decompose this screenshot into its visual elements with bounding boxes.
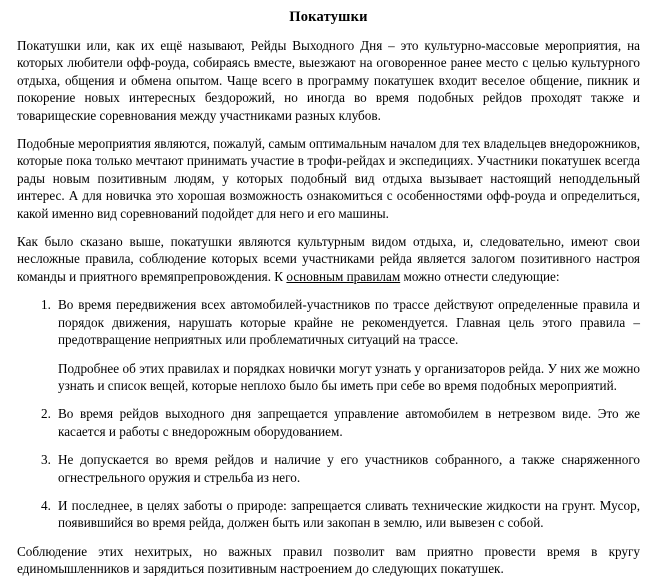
paragraph-rules-lead (17, 233, 640, 285)
list-item-text: И последнее, в целях заботы о природе: запрещается сливать технические жидкости на грунт. Мусор, появившийся во время рейда, должен быть или закопан в землю, или вывезен с собой. (58, 497, 640, 531)
list-item-text: Не допускается во время рейдов и наличие у его участников собранного, а также снаряженного огнестрельного оружия и стрельба из него. (58, 452, 640, 485)
paragraph-second: Подобные мероприятия являются, пожалуй, самым оптимальным началом для тех владельцев внедорожников, которые пока только мечтают принимать участие в трофи-рейдах и экспедициях. Участники покатушек всегда рады новым позитивным людям, у которых подобный вид отдыха вызывает настоящий неподдельный интерес. А для новичка это хорошая возможность ознакомиться с особенностями офф-роуда и определиться, какой именно вид соревнований подойдет для него и его машины. (17, 136, 640, 221)
list-item-marker (41, 497, 58, 514)
underlined-phrase-basic-rules: основным правилам (286, 268, 401, 284)
list-item-text: Во время рейдов выходного дня запрещается управление автомобилем в нетрезвом виде. Это же касается и работы с внедорожным оборудованием. (58, 406, 640, 439)
rules-lead-text-before: Как было сказано выше, покатушки являются культурным видом отдыха, и, следовательно, имеют свои несложные правила, соблюдение которых всеми участниками рейда является залогом позитивного настроя команды и приятного времяпрепровождения. К (17, 234, 640, 284)
list-item-text: Во время передвижения всех автомобилей-участников по трассе действуют определенные правила и порядок движения, нарушать которые крайне не рекомендуется. Главная цель этого правила – предотвращение неприятных или проблематичных ситуаций на трассе. (58, 297, 640, 348)
list-item (17, 296, 640, 394)
list-item-marker (41, 451, 58, 468)
paragraph-intro: Покатушки или, как их ещё называют, Рейды Выходного Дня – это культурно-массовые мероприятия, на которых любители офф-роуда, собираясь вместе, выезжают на оговоренное ранее место с целью культурного отдыха, общения и обмена опытом. Чаще всего в программу покатушек входит веселое общение, пикник и покорение новых интересных бездорожий, но иногда во время подобных рейдов проходят также и товарищеские соревнования между участниками разных клубов. (17, 38, 640, 123)
list-item (17, 497, 640, 532)
list-item-marker (41, 405, 58, 422)
list-item (17, 405, 640, 440)
page-title: Покатушки (289, 9, 368, 25)
list-item-subparagraph: Подробнее об этих правилах и порядках новички могут узнать у организаторов рейда. У них же можно узнать и список вещей, которые неплохо было бы иметь при себе во время подобных мероприятий. (58, 360, 640, 393)
list-item-marker (41, 296, 58, 313)
list-item (17, 451, 640, 486)
paragraph-closing: Соблюдение этих нехитрых, но важных правил позволит вам приятно провести время в кругу единомышленников и зарядиться позитивным настроением до следующих покатушек. (17, 543, 640, 577)
rules-list (17, 296, 640, 531)
rules-lead-text-after: можно отнести следующие: (400, 268, 560, 284)
